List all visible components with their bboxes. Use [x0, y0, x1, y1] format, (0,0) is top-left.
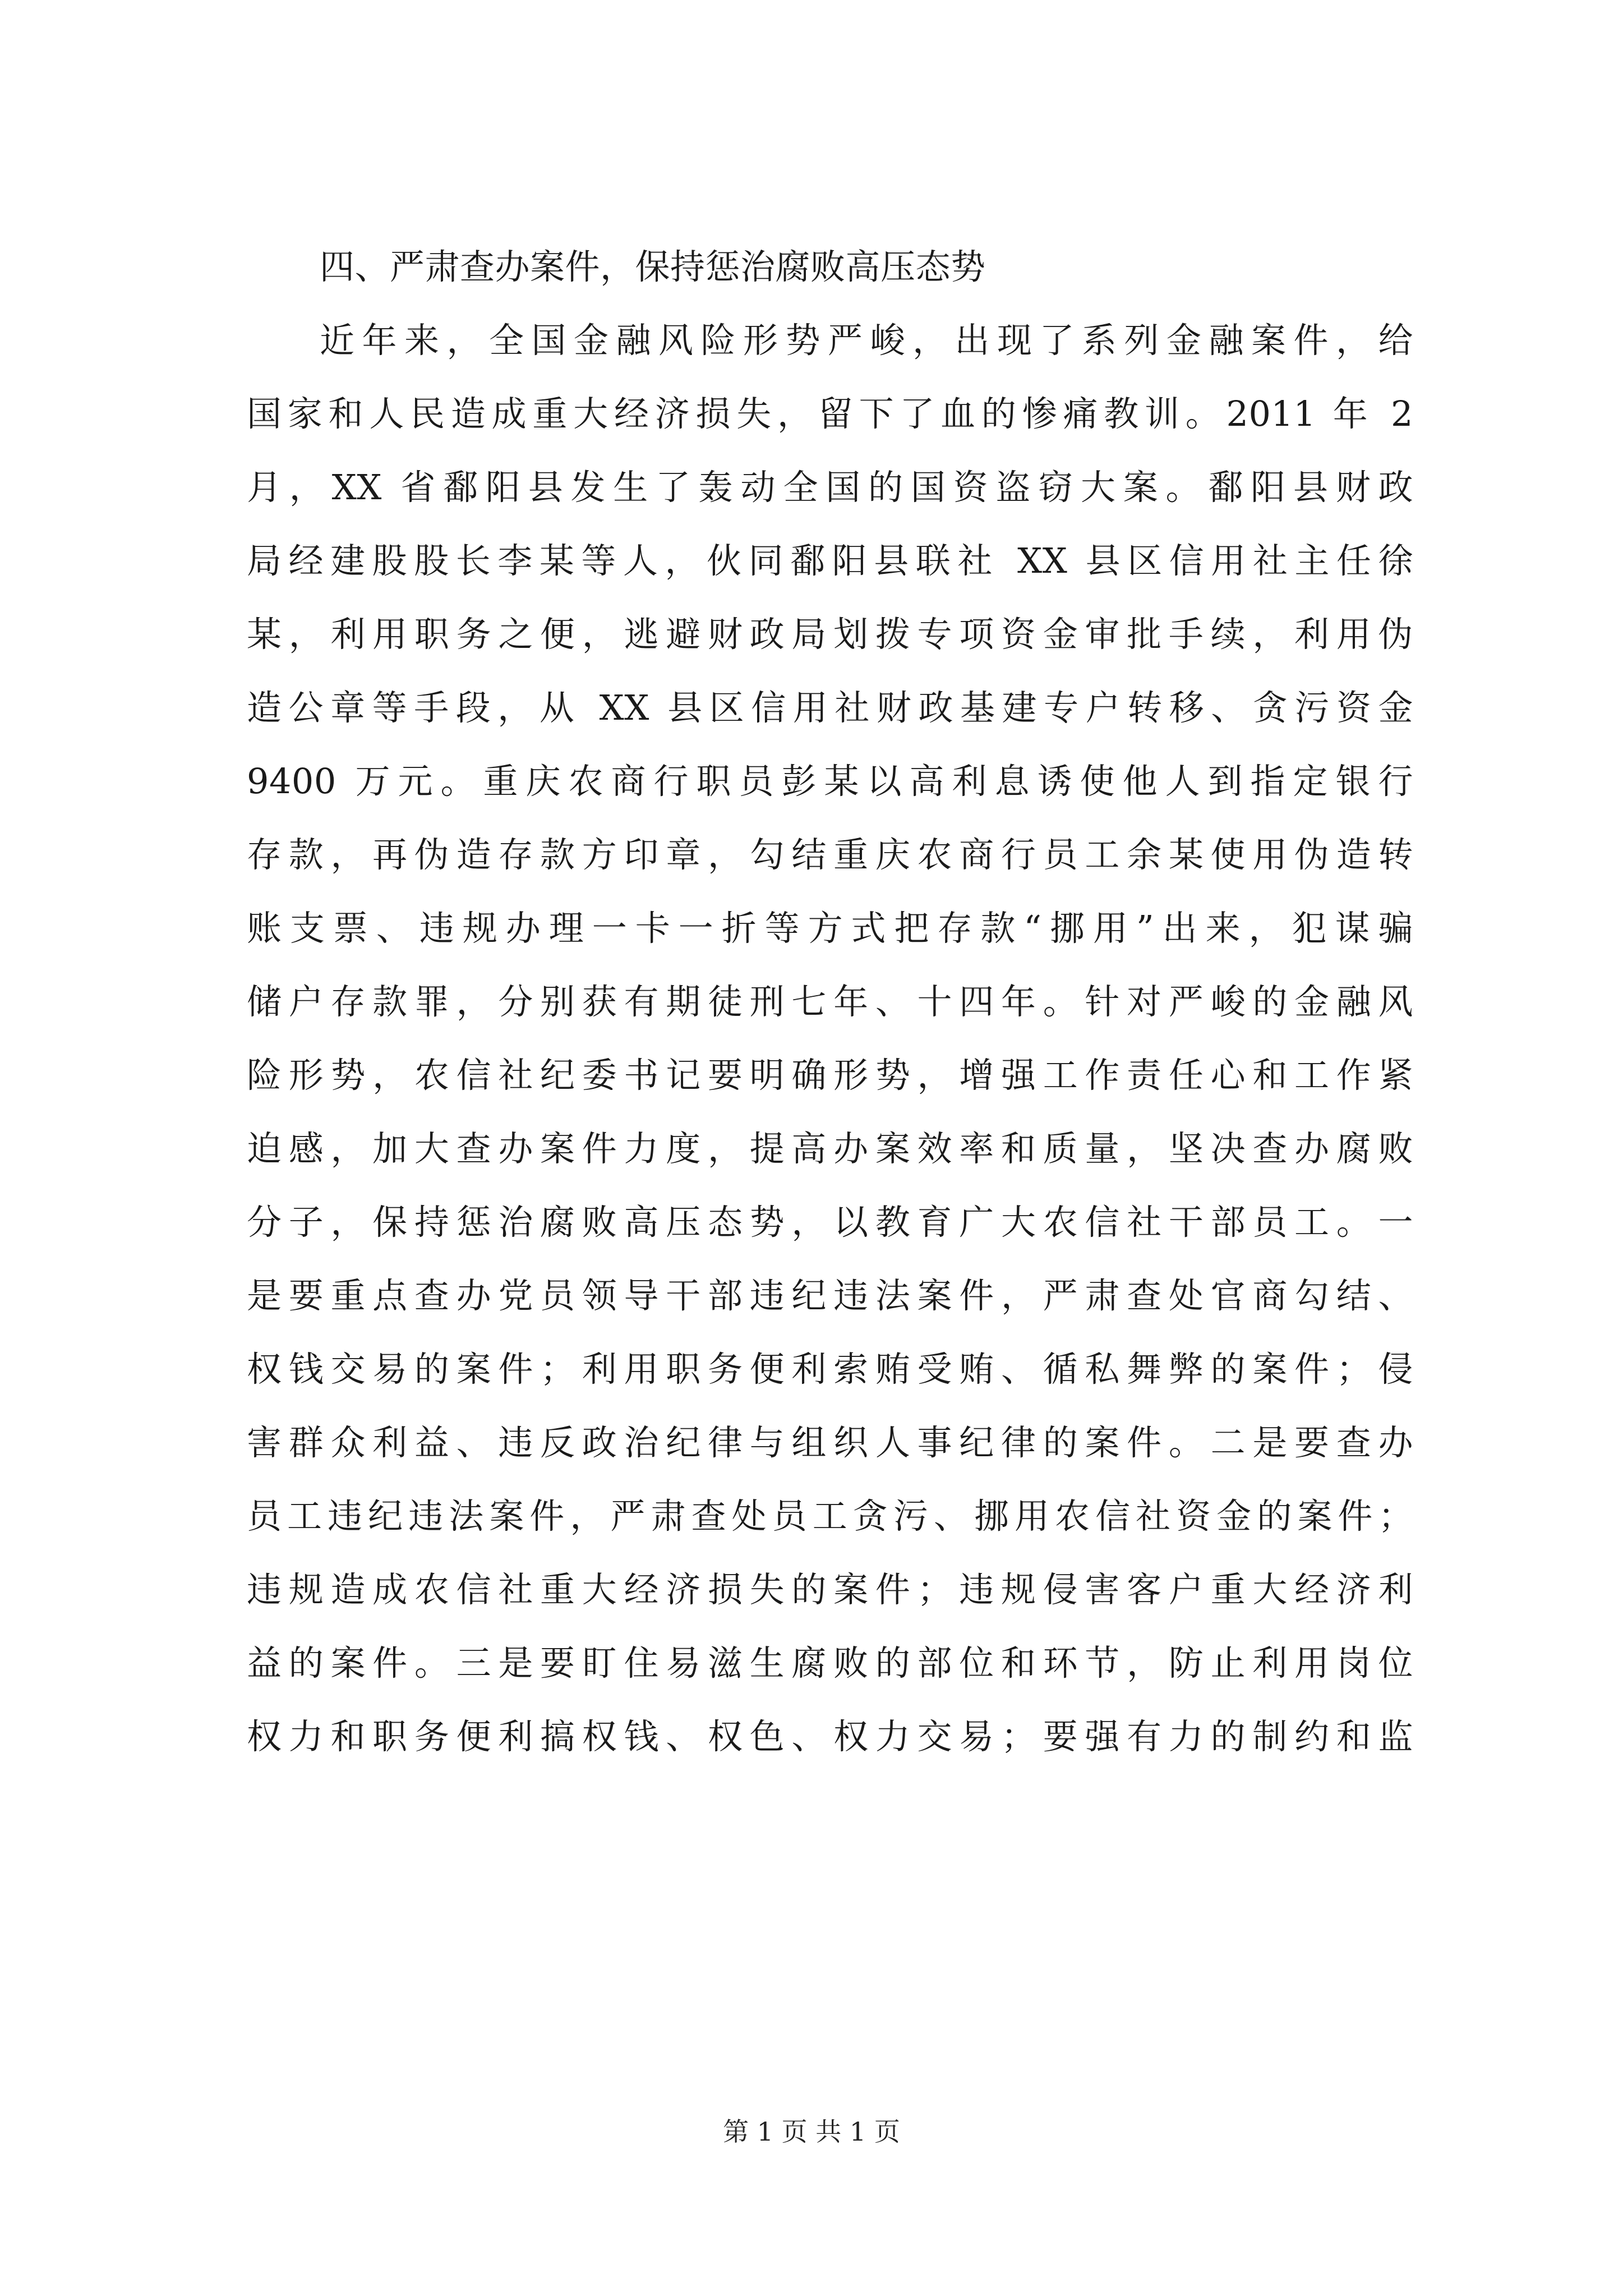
body-text	[247, 230, 1413, 1773]
paragraph-line: 国家和人民造成重大经济损失，留下了血的惨痛教训。2011 年 2	[247, 393, 1413, 434]
paragraph-line: 分子，保持惩治腐败高压态势，以教育广大农信社干部员工。一	[247, 1202, 1413, 1243]
page-number-footer: 第 1 页 共 1 页	[723, 2116, 900, 2147]
paragraph-line: 某，利用职务之便，逃避财政局划拨专项资金审批手续，利用伪	[247, 614, 1413, 655]
paragraph-line: 险形势，农信社纪委书记要明确形势，增强工作责任心和工作紧	[247, 1055, 1413, 1096]
paragraph-line: 造公章等手段，从 XX 县区信用社财政基建专户转移、贪污资金	[247, 687, 1413, 728]
paragraph-line: 权力和职务便利搞权钱、权色、权力交易；要强有力的制约和监	[247, 1716, 1413, 1757]
paragraph-line: 权钱交易的案件；利用职务便利索贿受贿、循私舞弊的案件；侵	[247, 1349, 1413, 1389]
paragraph-line: 员工违纪违法案件，严肃查处员工贪污、挪用农信社资金的案件；	[247, 1496, 1413, 1536]
paragraph-line: 账支票、违规办理一卡一折等方式把存款“挪用”出来，犯谋骗	[247, 908, 1413, 949]
paragraph-line: 益的案件。三是要盯住易滋生腐败的部位和环节，防止利用岗位	[247, 1642, 1413, 1683]
paragraph-line: 局经建股股长李某等人，伙同鄱阳县联社 XX 县区信用社主任徐	[247, 540, 1413, 581]
section-heading: 四、严肃查办案件，保持惩治腐败高压态势	[320, 246, 986, 287]
paragraph-line: 违规造成农信社重大经济损失的案件；违规侵害客户重大经济利	[247, 1569, 1413, 1610]
paragraph-line: 储户存款罪，分别获有期徒刑七年、十四年。针对严峻的金融风	[247, 981, 1413, 1022]
paragraph-line: 9400 万元。重庆农商行职员彭某以高利息诱使他人到指定银行	[247, 761, 1413, 802]
paragraph-line: 近年来，全国金融风险形势严峻，出现了系列金融案件，给	[320, 320, 1413, 361]
paragraph-line: 害群众利益、违反政治纪律与组织人事纪律的案件。二是要查办	[247, 1422, 1413, 1463]
paragraph-line: 是要重点查办党员领导干部违纪违法案件，严肃查处官商勾结、	[247, 1275, 1413, 1316]
paragraph-line: 月，XX 省鄱阳县发生了轰动全国的国资盗窃大案。鄱阳县财政	[247, 467, 1413, 508]
paragraph-line: 迫感，加大查办案件力度，提高办案效率和质量，坚决查办腐败	[247, 1128, 1413, 1169]
paragraph-line: 存款，再伪造存款方印章，勾结重庆农商行员工余某使用伪造转	[247, 834, 1413, 875]
